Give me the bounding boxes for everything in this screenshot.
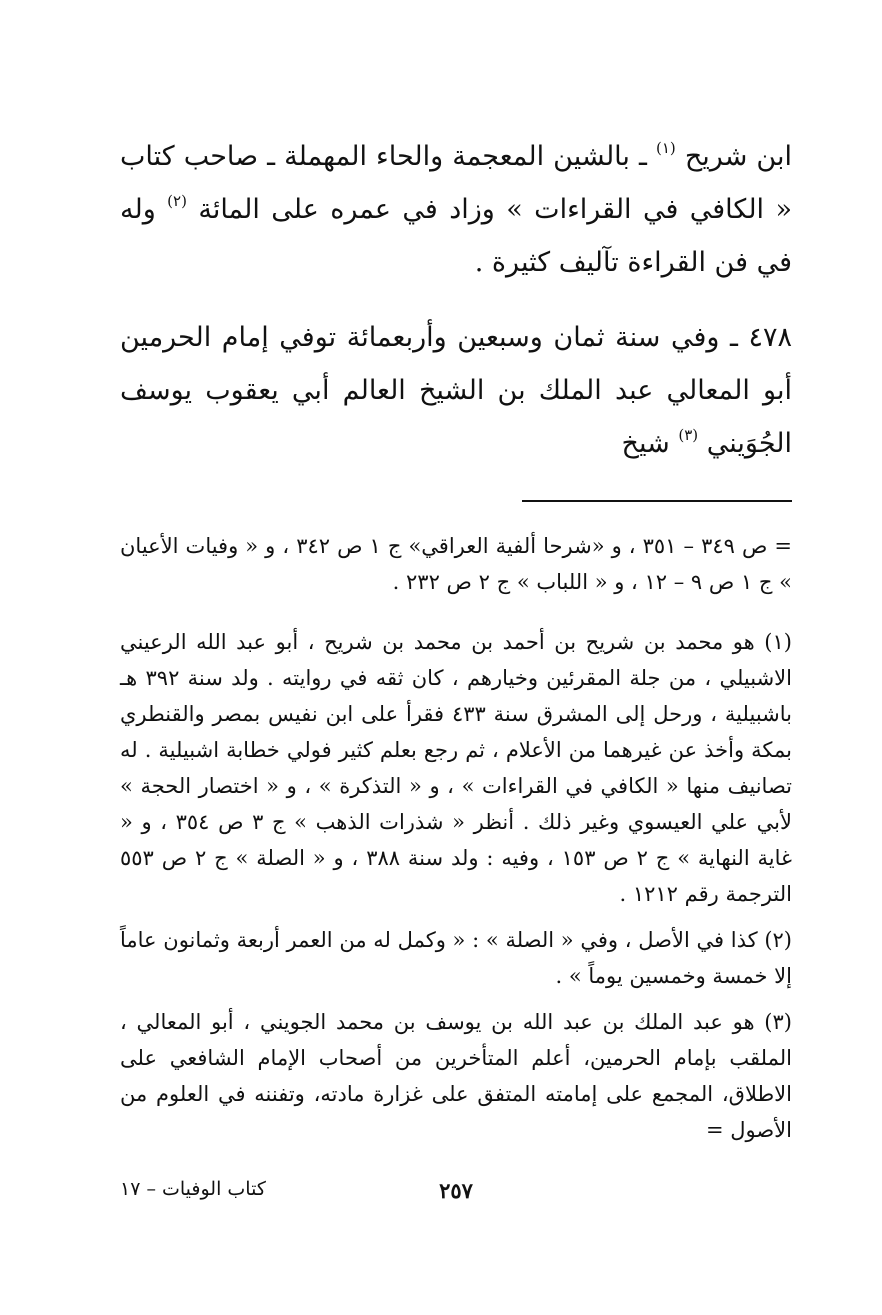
footnote-divider [522, 500, 792, 502]
series-label: كتاب الوفيات – ١٧ [120, 1178, 266, 1200]
footnote-ref-1: (١) [656, 139, 676, 157]
footnote-1: (١) هو محمد بن شريح بن أحمد بن محمد بن شريح ، أبو عبد الله الرعيني الاشبيلي ، من جلة المقرئين وخيارهم ، كان ثقه في روايته . ولد سنة ٣٩٢ هـ باشبيلية ، ورحل إلى المشرق سنة ٤٣٣ فقرأ على ابن نفيس بمصر والقنطري بمكة وأخذ عن غيرهما من الأعلام ، ثم رجع بعلم كثير فولي خطابة اشبيلية . له تصانيف منها « الكافي في القراءات » ، و « التذكرة » ، و « اختصار الحجة » لأبي علي العيسوي وغير ذلك . أنظر « شذرات الذهب » ج ٣ ص ٣٥٤ ، و « غاية النهاية » ج ٢ ص ١٥٣ ، وفيه : ولد سنة ٣٨٨ ، و « الصلة » ج ٢ ص ٥٥٣ الترجمة رقم ١٢١٢ . [120, 630, 793, 906]
text-segment: ـ بالشين المعجمة والحاء المهملة ـ صاحب كتاب « الكافي في القراءات » وزاد في عمره على المائة [120, 141, 792, 225]
page-footer [120, 1178, 792, 1208]
footnote-ref-2: (٢) [167, 192, 187, 210]
footnote-continuation: = ص ٣٤٩ – ٣٥١ ، و «شرحا ألفية العراقي» ج ١ ص ٣٤٢ ، و « وفيات الأعيان » ج ١ ص ٩ – ١٢ ، و « اللباب » ج ٢ ص ٢٣٢ . [120, 534, 792, 594]
text-segment: ابن شريح [684, 141, 792, 172]
footnote-ref-3: (٣) [678, 426, 699, 444]
paragraph-ibn-shurayh [120, 130, 792, 289]
main-text [120, 130, 792, 470]
text-segment: وله في فن القراءة تآليف كثيرة . [120, 194, 792, 278]
footnote-2: (٢) كذا في الأصل ، وفي « الصلة » : « وكمل له من العمر أربعة وثمانون عاماً إلا خمسة وخمسين يوماً » . [120, 928, 792, 988]
text-segment: ٤٧٨ ـ وفي سنة ثمان وسبعين وأربعمائة توفي إمام الحرمين أبو المعالي عبد الملك بن الشيخ العالم أبي يعقوب يوسف الجُوَيني [120, 322, 792, 459]
paragraph-entry-478 [120, 311, 792, 470]
page-number: ٢٥٧ [439, 1178, 473, 1203]
footnote-3: (٣) هو عبد الملك بن عبد الله بن يوسف بن محمد الجويني ، أبو المعالي ، الملقب بإمام الحرمين، أعلم المتأخرين من أصحاب الإمام الشافعي على الاطلاق، المجمع على إمامته المتفق على غزارة مادته، وتفننه في العلوم من الأصول = [120, 1010, 792, 1142]
footnotes [120, 528, 792, 1148]
text-segment: شيخ [621, 428, 670, 459]
